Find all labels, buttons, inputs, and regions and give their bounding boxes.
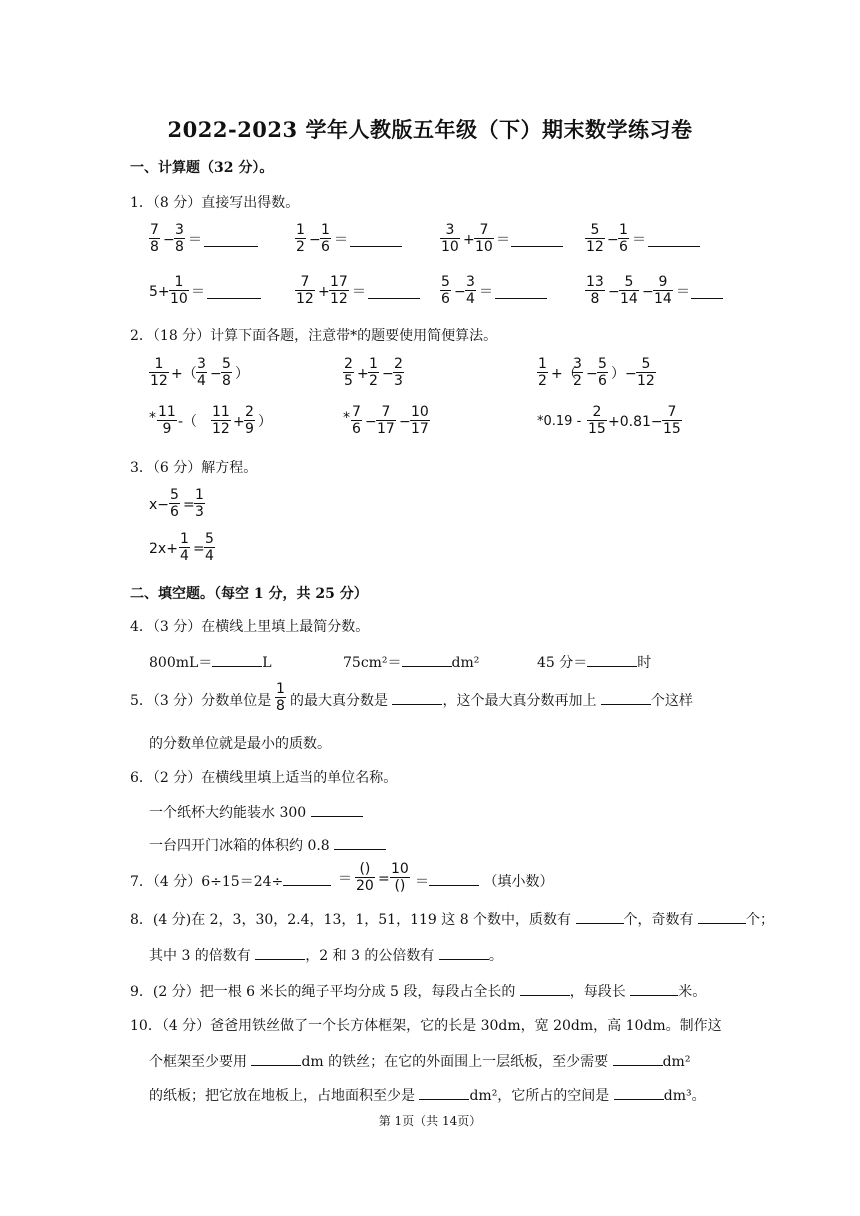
- q8-text-d: 其中 3 的倍数有: [149, 948, 251, 964]
- operator: +: [318, 284, 330, 300]
- unit-label: dm²: [451, 655, 480, 671]
- q10-text-d: dm²: [662, 1054, 691, 1070]
- fraction: 3 2: [573, 356, 582, 389]
- q8-text-f: 。: [488, 948, 503, 964]
- question-10-line-1: 10．（4 分）爸爸用铁丝做了一个长方体框架，它的长是 30dm，宽 20dm，高 10dm。制作这: [130, 1018, 722, 1034]
- fraction: 5 6: [170, 487, 179, 520]
- star-marker: *: [343, 410, 350, 426]
- answer-blank[interactable]: [576, 909, 624, 924]
- operator: −: [210, 366, 222, 382]
- fraction: 1 10: [170, 274, 188, 307]
- equation-lhs: 2x+: [149, 541, 178, 557]
- answer-blank[interactable]: [439, 945, 489, 960]
- q8-text-c: 个；: [745, 912, 774, 928]
- star-marker: *: [149, 410, 156, 426]
- answer-blank[interactable]: [311, 802, 363, 817]
- q8-text-a: 8．(4 分)在 2，3，30，2.4，13，1，51，119 这 8 个数中，质数有: [130, 912, 572, 928]
- unit-label: L: [262, 655, 272, 671]
- section-2-heading: 二、填空题。（每空 1 分，共 25 分）: [130, 586, 368, 602]
- operator: −: [625, 366, 637, 382]
- equals: ＝: [188, 232, 202, 248]
- answer-blank[interactable]: [601, 690, 651, 705]
- fraction: 1 12: [150, 356, 168, 389]
- q8-text-e: ，2 和 3 的公倍数有: [305, 948, 435, 964]
- fraction: 7 12: [296, 274, 314, 307]
- equals: ＝: [338, 871, 352, 887]
- fraction: 2 5: [344, 356, 353, 389]
- question-5-end: 的分数单位就是最小的质数。: [149, 736, 331, 752]
- q6-text-b: 一台四开门冰箱的体积约 0.8: [149, 838, 330, 854]
- operator: 5+: [149, 284, 170, 300]
- fraction: 1 6: [619, 222, 628, 255]
- operator: +（: [171, 366, 197, 382]
- fraction: 5 6: [598, 356, 607, 389]
- fraction: 1 3: [195, 487, 204, 520]
- equation-lhs: x−: [149, 497, 170, 513]
- fraction: 1 6: [321, 222, 330, 255]
- fraction: 7 17: [377, 404, 395, 437]
- fraction: 1 8: [276, 681, 285, 714]
- operator: −: [382, 366, 394, 382]
- expression: *0.19 -: [537, 414, 582, 429]
- operator: −: [365, 414, 377, 430]
- operator: +: [233, 414, 245, 430]
- fraction: 10 17: [411, 404, 429, 437]
- q6-item-1: [149, 802, 363, 822]
- question-10-line-3: [149, 1085, 706, 1105]
- fraction: 5 14: [620, 274, 638, 307]
- answer-blank[interactable]: [630, 981, 678, 996]
- fraction: 9 14: [654, 274, 672, 307]
- equals: ＝: [676, 284, 690, 300]
- operator: −: [608, 284, 620, 300]
- q4-item-3-label: 45 分＝: [537, 655, 588, 671]
- answer-blank[interactable]: [419, 1085, 469, 1100]
- q9-text-a: 9．(2 分）把一根 6 米长的绳子平均分成 5 段，每段占全长的: [130, 984, 516, 1000]
- fraction: 17 12: [330, 274, 348, 307]
- question-10-line-2: [149, 1051, 690, 1071]
- q5-text-c: ，这个最大真分数再加上: [442, 693, 597, 709]
- fraction: 5 4: [205, 531, 214, 564]
- answer-blank[interactable]: [587, 652, 637, 667]
- answer-blank[interactable]: [334, 835, 386, 850]
- answer-blank[interactable]: [368, 284, 420, 303]
- operator: +: [463, 232, 475, 248]
- equals: =: [193, 541, 205, 557]
- fraction: () 20: [356, 861, 374, 894]
- fraction: 3 4: [197, 356, 206, 389]
- fraction: 5 6: [441, 274, 450, 307]
- operator: −: [586, 366, 598, 382]
- q7-text-a: 7．（4 分）6÷15＝24÷: [130, 874, 284, 890]
- question-8-line-2: [149, 945, 503, 965]
- q9-text-c: 米。: [678, 984, 707, 1000]
- equals: =: [378, 871, 390, 887]
- fraction: 11 9: [158, 404, 176, 437]
- equals: ＝: [496, 232, 510, 248]
- question-7: [130, 871, 331, 891]
- fraction: 11 12: [212, 404, 230, 437]
- equals: ＝: [479, 284, 493, 300]
- fraction: 3 4: [466, 274, 475, 307]
- question-4: 4．（3 分）在横线上里填上最简分数。: [130, 619, 370, 635]
- q5-text-d: 个这样: [650, 693, 693, 709]
- section-1-heading: 一、计算题（32 分）。: [130, 160, 274, 176]
- fraction: 2 15: [588, 404, 606, 437]
- answer-blank[interactable]: [698, 909, 746, 924]
- fraction: 7 6: [352, 404, 361, 437]
- question-6: 6．（2 分）在横线里填上适当的单位名称。: [130, 770, 398, 786]
- q6-item-2: [149, 835, 386, 855]
- answer-blank[interactable]: [429, 871, 479, 886]
- page-title: 2022-2023 学年人教版五年级（下）期末数学练习卷: [167, 117, 693, 142]
- answer-blank[interactable]: [691, 284, 723, 303]
- question-2: 2．（18 分）计算下面各题，注意带*的题要使用简便算法。: [130, 328, 498, 344]
- equals: ＝: [191, 284, 205, 300]
- operator: ）: [235, 366, 249, 382]
- equals: =: [183, 497, 195, 513]
- question-9: [130, 981, 706, 1001]
- answer-blank[interactable]: [204, 232, 258, 251]
- fraction: 1 4: [180, 531, 189, 564]
- fraction: 3 10: [441, 222, 459, 255]
- answer-blank[interactable]: [283, 871, 331, 886]
- q4-item-3: [537, 652, 651, 672]
- q4-item-1: [149, 652, 272, 672]
- q10-text-g: dm³。: [663, 1088, 706, 1104]
- answer-blank[interactable]: [495, 284, 547, 303]
- fraction: 1 2: [538, 356, 547, 389]
- fraction: 2 3: [394, 356, 403, 389]
- answer-blank[interactable]: [402, 652, 452, 667]
- fraction: 5 12: [637, 356, 655, 389]
- q4-item-2-label: 75cm²＝: [343, 655, 402, 671]
- equals: ＝: [334, 232, 348, 248]
- operator: −: [607, 232, 619, 248]
- expression: +0.81−: [608, 414, 663, 430]
- q10-text-f: dm²，它所占的空间是: [469, 1088, 610, 1104]
- fraction: 7 8: [150, 222, 159, 255]
- answer-blank[interactable]: [212, 652, 262, 667]
- fraction: 7 10: [475, 222, 493, 255]
- fraction: 1 2: [369, 356, 378, 389]
- question-1: 1．（8 分）直接写出得数。: [130, 195, 300, 211]
- question-3: 3．（6 分）解方程。: [130, 460, 258, 476]
- answer-blank[interactable]: [207, 284, 261, 303]
- operator: −: [399, 414, 411, 430]
- answer-blank[interactable]: [392, 690, 442, 705]
- answer-blank[interactable]: [614, 1085, 664, 1100]
- equals: ＝: [352, 284, 366, 300]
- question-5-start: 5．（3 分）分数单位是: [130, 693, 272, 709]
- q5-text-b: 的最大真分数是: [290, 693, 388, 709]
- operator: −: [309, 232, 321, 248]
- answer-blank[interactable]: [251, 1051, 301, 1066]
- operator: ）: [611, 366, 625, 382]
- operator: −: [454, 284, 466, 300]
- question-5-text: [290, 690, 693, 710]
- answer-blank[interactable]: [613, 1051, 663, 1066]
- question-7-end: [415, 871, 553, 891]
- operator: +（: [551, 366, 577, 382]
- fraction: 3 8: [175, 222, 184, 255]
- fraction: 5 8: [222, 356, 231, 389]
- answer-blank[interactable]: [255, 945, 305, 960]
- question-8-line-1: [130, 909, 774, 929]
- answer-blank[interactable]: [511, 232, 563, 251]
- q10-text-c: dm 的铁丝；在它的外面围上一层纸板，至少需要: [301, 1054, 609, 1070]
- answer-blank[interactable]: [648, 232, 700, 251]
- fraction: 2 9: [245, 404, 254, 437]
- q4-item-1-label: 800mL＝: [149, 655, 213, 671]
- fraction: 5 12: [586, 222, 604, 255]
- equals: ＝: [415, 874, 429, 890]
- q10-text-b: 个框架至少要用: [149, 1054, 247, 1070]
- operator: −: [163, 232, 175, 248]
- q10-text-e: 的纸板；把它放在地板上，占地面积至少是: [149, 1088, 415, 1104]
- fraction: 1 2: [296, 222, 305, 255]
- operator: -（: [178, 414, 198, 430]
- q9-text-b: ，每段长: [569, 984, 626, 1000]
- fraction: 10 (): [391, 861, 409, 894]
- equals: ＝: [632, 232, 646, 248]
- q7-text-b: （填小数）: [483, 874, 554, 890]
- operator: −: [642, 284, 654, 300]
- q8-text-b: 个，奇数有: [623, 912, 694, 928]
- page-footer: 第 1页（共 14页）: [378, 1114, 482, 1128]
- unit-label: 时: [637, 655, 652, 671]
- answer-blank[interactable]: [520, 981, 570, 996]
- q4-item-2: [343, 652, 479, 672]
- operator: ）: [258, 414, 272, 430]
- answer-blank[interactable]: [350, 232, 402, 251]
- fraction: 13 8: [586, 274, 604, 307]
- q6-text-a: 一个纸杯大约能装水 300: [149, 805, 307, 821]
- operator: +: [357, 366, 369, 382]
- fraction: 7 15: [663, 404, 681, 437]
